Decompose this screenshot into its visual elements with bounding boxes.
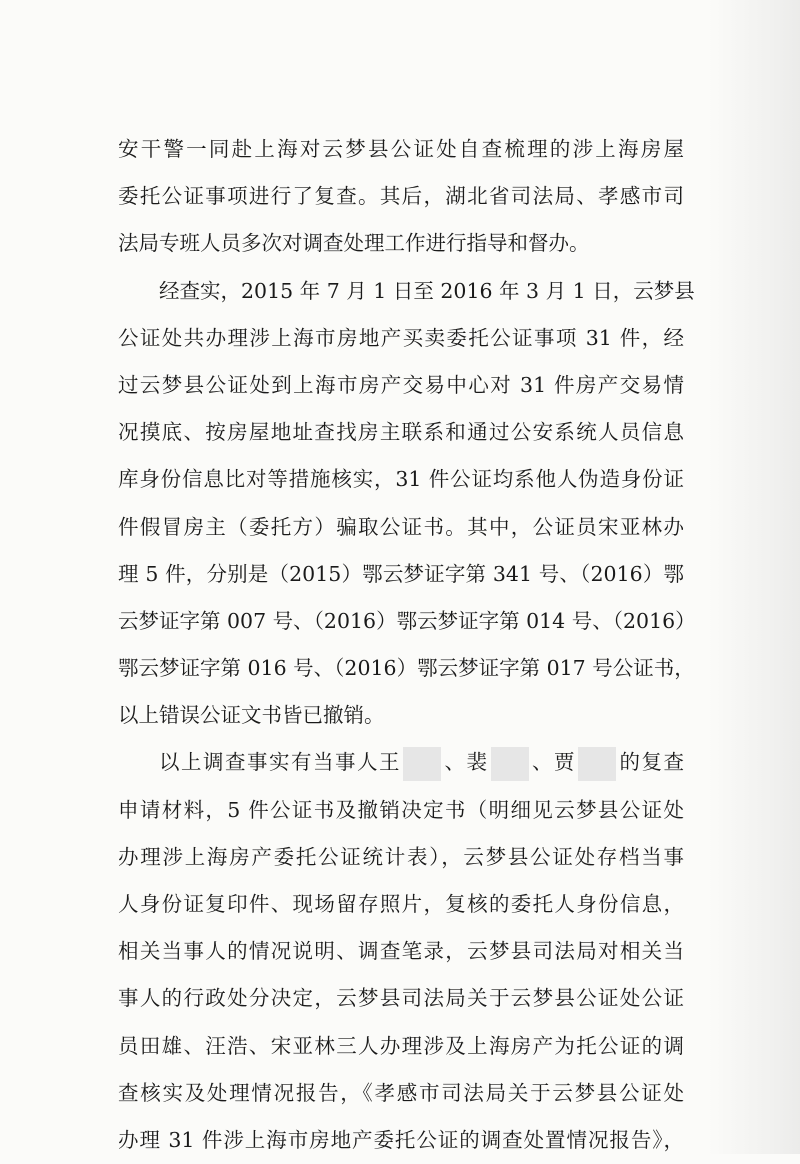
document-body xyxy=(118,126,696,1164)
text-segment: 、裴 xyxy=(443,750,489,775)
text-line: 相关当事人的情况说明、调查笔录，云梦县司法局对相关当 xyxy=(118,939,684,964)
text-line: 委托公证事项进行了复查。其后，湖北省司法局、孝感市司 xyxy=(118,184,684,209)
text-segment: 以上调查事实有当事人王 xyxy=(159,750,401,775)
redacted-name xyxy=(403,747,441,781)
text-line: 申请材料，5 件公证书及撤销决定书（明细见云梦县公证处 xyxy=(118,797,684,822)
text-line: 以上错误公证文书皆已撤销。 xyxy=(118,703,385,728)
page-edge-shadow xyxy=(708,0,800,1154)
text-line: 理 5 件，分别是（2015）鄂云梦证字第 341 号、（2016）鄂 xyxy=(118,561,684,586)
text-line: 件假冒房主（委托方）骗取公证书。其中，公证员宋亚林办 xyxy=(118,514,684,539)
text-line: 查核实及处理情况报告，《孝感市司法局关于云梦县公证处 xyxy=(118,1080,684,1105)
text-line: 员田雄、汪浩、宋亚林三人办理涉及上海房产为托公证的调 xyxy=(118,1033,684,1058)
text-line: 人身份证复印件、现场留存照片，复核的委托人身份信息， xyxy=(118,892,684,916)
text-segment: 、贾 xyxy=(530,750,576,775)
text-line: 云梦证字第 007 号、（2016）鄂云梦证字第 014 号、（2016） xyxy=(118,608,696,633)
text-line: 事人的行政处分决定，云梦县司法局关于云梦县公证处公证 xyxy=(118,986,684,1011)
text-line: 库身份信息比对等措施核实，31 件公证均系他人伪造身份证 xyxy=(118,467,684,492)
text-line: 法局专班人员多次对调查处理工作进行指导和督办。 xyxy=(118,231,590,256)
redacted-name xyxy=(578,747,616,781)
redacted-name xyxy=(491,747,529,781)
text-line: 经查实，2015 年 7 月 1 日至 2016 年 3 月 1 日，云梦县 xyxy=(159,278,695,303)
text-line: 办理涉上海房产委托公证统计表），云梦县公证处存档当事 xyxy=(118,844,684,869)
text-line: 鄂云梦证字第 016 号、（2016）鄂云梦证字第 017 号公证书， xyxy=(118,656,695,681)
text-line: 况摸底、按房屋地址查找房主联系和通过公安系统人员信息 xyxy=(118,420,684,445)
text-line-with-redactions xyxy=(118,739,684,786)
text-line: 办理 31 件涉上海市房地产委托公证的调查处置情况报告》， xyxy=(118,1127,684,1152)
text-segment: 的复查 xyxy=(618,750,684,775)
text-line: 公证处共办理涉上海市房地产买卖委托公证事项 31 件，经 xyxy=(118,325,684,350)
text-line: 过云梦县公证处到上海市房产交易中心对 31 件房产交易情 xyxy=(118,372,684,397)
text-line: 安干警一同赴上海对云梦县公证处自查梳理的涉上海房屋 xyxy=(118,137,684,161)
